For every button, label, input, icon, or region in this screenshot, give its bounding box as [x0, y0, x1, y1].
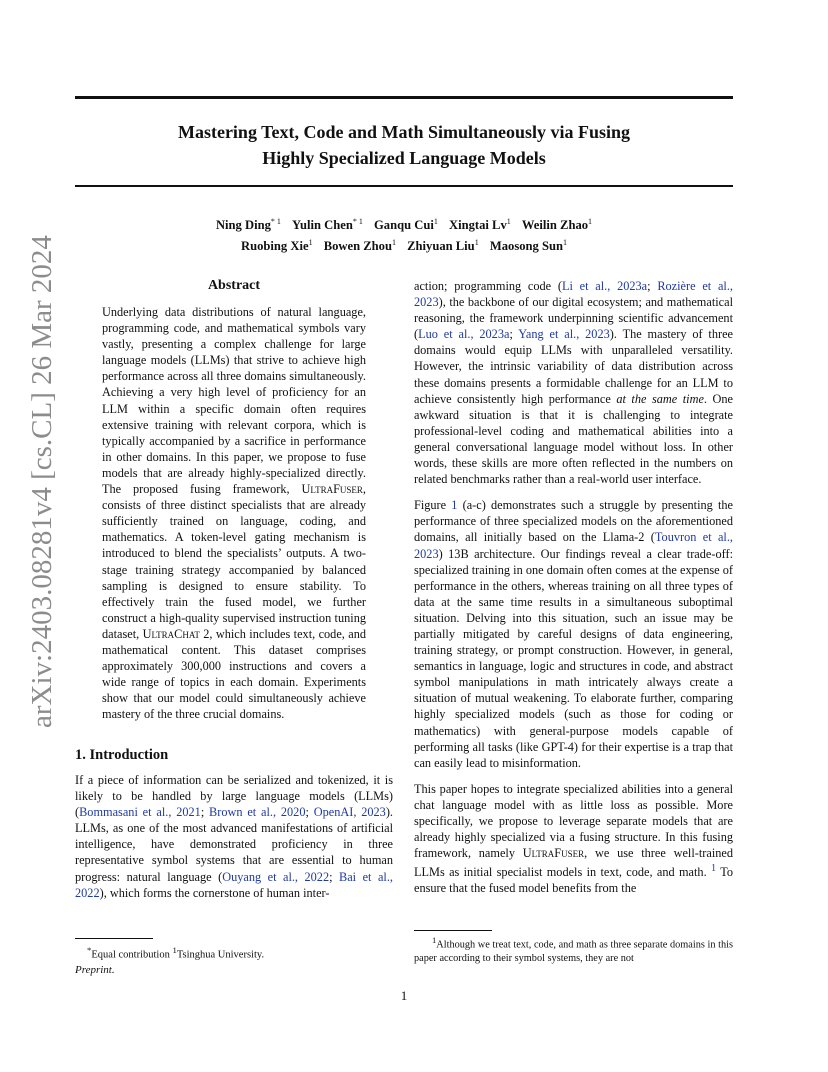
figure-link[interactable]: 1: [451, 498, 458, 513]
author: Zhiyuan Liu$^1$: [407, 238, 479, 254]
author-row-1: [75, 213, 733, 234]
right-column: [414, 278, 733, 897]
author: Weilin Zhao$^1$: [521, 217, 593, 233]
intro-paragraph-1: If a piece of information can be serialized and tokenized, it is likely to be handled by large language models (LLMs) (Bommasani et al., 2021; Brown et al., 2020; OpenAI, 2023). LLMs, as one of the most advanced manifestations of artificial intelligence, have demonstrated proficiency in three representative symbol systems that are essential to human progress: natural language (Ouyang et al., 2022; Bai et al., 2022), which forms the cornerstone of human inter-: [75, 773, 393, 900]
citation-link[interactable]: Rozière et al., 2023: [414, 279, 733, 310]
footnote-affiliations: *Equal contribution $^1$Tsinghua University. Preprint.: [75, 938, 393, 977]
right-paragraph-3: This paper hopes to integrate specialized abilities into a general chat language model with as little loss as possible. More specifically, we propose to leverage separate models that are already highly specialized via a fusing structure. In this fusing framework, namely UltraFuser, we use three well-trained LLMs as initial specialist models in text, code, and math. $^1$ To ensure that the fused model benefits from the: [414, 781, 733, 896]
citation-link[interactable]: Luo et al., 2023a: [418, 327, 510, 342]
right-paragraph-1: action; programming code (Li et al., 2023a; Rozière et al., 2023), the backbone of our digital ecosystem; and mathematical reasoning, the framework underpinning scientific advancement (Luo et al., 2023a; Yang et al., 2023). The mastery of three domains would equip LLMs with unparalleled versatility. However, the intrinsic variability of data distribution across these domains presents a formidable challenge for an LLM to achieve consistently high performance at the same time. One awkward situation is that it is challenging to integrate professional-level coding and mathematical abilities into a general conversational language model without loss. In other words, these skills are more often reflected in the numbers on related benchmarks rather than a real-world user interface.: [414, 279, 734, 487]
author-list: [75, 213, 733, 255]
footnote-rule: [75, 938, 153, 939]
author-row-2: [75, 234, 733, 255]
title-rule-top: [75, 96, 733, 99]
author: Ruobing Xie$^1$: [241, 238, 313, 254]
paper-title: [75, 119, 733, 171]
author: Bowen Zhou$^1$: [323, 238, 396, 254]
citation-link[interactable]: Brown et al., 2020: [209, 805, 306, 820]
author: Maosong Sun$^1$: [489, 238, 567, 254]
citation-link[interactable]: Ouyang et al., 2022: [222, 869, 330, 884]
author: Ning Ding$^{* 1}$: [215, 217, 281, 233]
title-line-1: Mastering Text, Code and Math Simultaneously via Fusing: [177, 122, 631, 142]
preprint-label: Preprint.: [75, 963, 115, 976]
abstract-heading: Abstract: [207, 278, 261, 293]
footnote-1: $^1$Although we treat text, code, and math as three separate domains in this paper according to their symbol systems, they are not: [414, 930, 733, 965]
citation-link[interactable]: OpenAI, 2023: [313, 805, 386, 820]
citation-link[interactable]: Bommasani et al., 2021: [79, 805, 201, 820]
footnote-rule: [414, 930, 492, 931]
citation-link[interactable]: Li et al., 2023a: [561, 279, 648, 293]
author: Xingtai Lv$^1$: [449, 217, 511, 233]
footnote-link[interactable]: 1: [710, 863, 717, 875]
citation-link[interactable]: Yang et al., 2023: [518, 327, 610, 342]
author: Yulin Chen$^{* 1}$: [292, 217, 363, 233]
arxiv-identifier: arXiv:2403.08281v4 [cs.CL] 26 Mar 2024: [26, 235, 58, 728]
section-heading-introduction: 1. Introduction: [75, 747, 169, 763]
citation-link[interactable]: Touvron et al., 2023: [414, 530, 733, 561]
page-number: 1: [400, 988, 408, 1003]
abstract-text: Underlying data distributions of natural language, programming code, and mathematical symbols vary vastly, presenting a complex challenge for large language models (LLMs) that strive to achieve high performance across all three domains simultaneously. Achieving a very high level of proficiency for an LLM within a specific domain often requires extensive training with relevant corpora, which is typically accompanied by a sacrifice in performance in other domains. In this paper, we propose to fuse models that are already highly-specialized directly. The proposed fusing framework, UltraFuser, consists of three distinct specialists that are already sufficiently trained on language, coding, and mathematics. A token-level gating mechanism is introduced to blend the specialists’ outputs. A two-stage training strategy accompanied by balanced sampling is designed to ensure stability. To effectively train the fused model, we further construct a high-quality supervised instruction tuning dataset, UltraChat 2, which includes text, code, and mathematical content. This dataset comprises approximately 300,000 instructions and covers a wide range of topics in each domain. Experiments show that our model could simultaneously achieve mastery of the three crucial domains.: [102, 305, 366, 722]
author: Ganqu Cui$^1$: [374, 217, 438, 233]
title-line-2: Highly Specialized Language Models: [262, 148, 546, 168]
title-rule-bottom: [75, 185, 733, 187]
citation-link[interactable]: Bai et al., 2022: [75, 869, 393, 900]
right-paragraph-2: Figure 1 (a-c) demonstrates such a struggle by presenting the performance of three specialized models on the aforementioned domains, all initially based on the Llama-2 (Touvron et al., 2023) 13B architecture. Our findings reveal a clear trade-off: specialized training in one domain often comes at the expense of performance in the others, whereas training on all three types of data at the same time results in a simultaneous suboptimal situation. Delving into this situation, such an issue may be partially mitigated by careful designs of data engineering, training strategy, or prompt construction. However, in general, semantics in language, logic and structures in code, and abstract symbol manipulations in math intricately always create a situation of mutual weakening. To elaborate further, comparing highly specialized models (such as those for coding or mathematics) with general-purpose models capable of performing all tasks (like GPT-4) for their expertise is a trap that can easily lead to misinformation.: [414, 498, 733, 770]
